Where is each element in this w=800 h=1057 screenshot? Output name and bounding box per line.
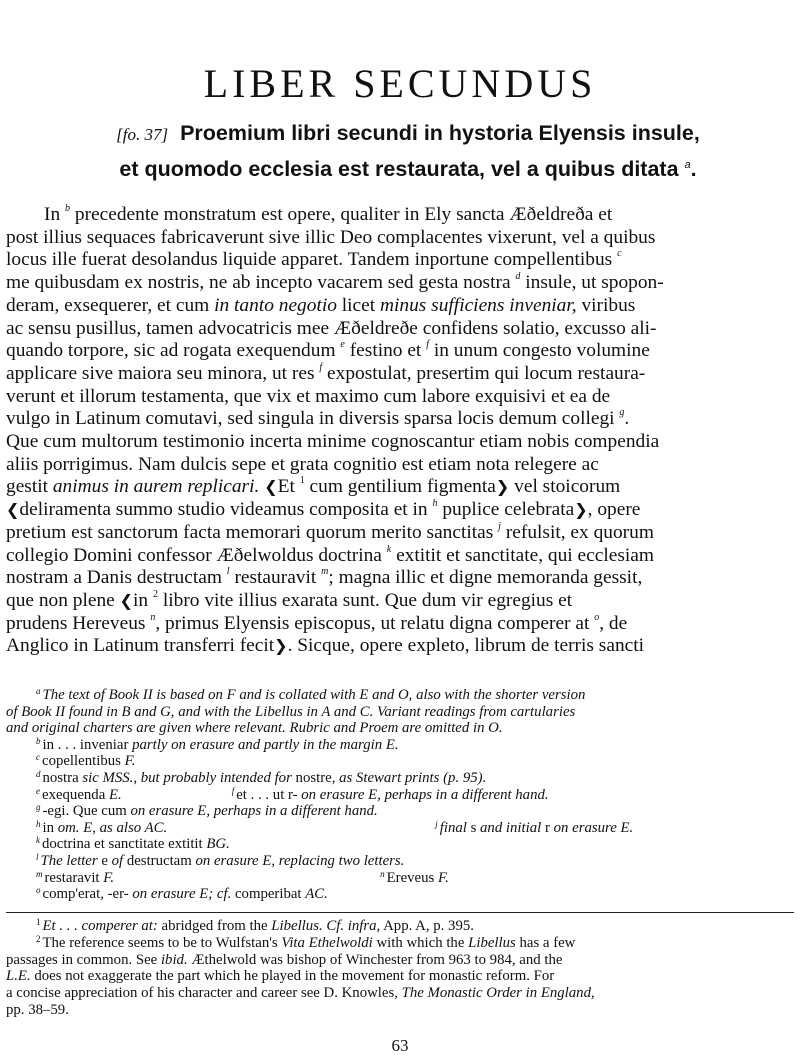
critical-note: $^a$ The text of Book II is based on F and is collated with E and O, also with the shorter version bbox=[36, 686, 586, 703]
text-line: Que cum multorum testimonio incerta minime cognoscantur etiam nobis compendia bbox=[6, 431, 660, 453]
critical-note: $^k$ doctrina et sanctitate extitit BG. bbox=[36, 835, 230, 853]
text-line: que non plene ❮in $^2$ libro vite illius exarata sunt. Que dum vir egregius et bbox=[6, 588, 573, 611]
text-line: post illius sequaces fabricaverunt sive illic Deo complacentes vixerunt, vel a quibus bbox=[6, 226, 656, 248]
text-line: ❮deliramenta summo studio videamus composita et in $^h$ puplice celebrata❯, opere bbox=[6, 498, 641, 521]
critical-note: $^g$ -egi. Que cum on erasure E, perhaps in a different hand. bbox=[36, 802, 378, 820]
folio-reference: [fo. 37] bbox=[116, 125, 169, 144]
text-line: vulgo in Latinum comutavi, sed singula in diversis sparsa locis demum collegi $^g$. bbox=[6, 407, 630, 430]
text-line: verunt et illorum testamenta, que vix et maximo cum labore exquisivi et ea de bbox=[6, 385, 611, 407]
footnotes bbox=[6, 918, 796, 1019]
bracket-close: ❯ bbox=[274, 636, 288, 656]
bracket-open: ❮ bbox=[6, 500, 20, 520]
critical-note: $^e$ exequenda E. $^f$ et . . . ut r- on erasure E, perhaps in a different hand. bbox=[36, 785, 549, 803]
text-line: ac sensu pusillus, tamen advocatricis mee Æðeldreðe confidens solatio, excusso ali- bbox=[6, 317, 657, 339]
rubric-heading bbox=[28, 118, 788, 184]
text-line: locus ille fuerat desolandus liquide apparet. Tandem inportune compellentibus $^c$ bbox=[6, 248, 622, 271]
text-line: applicare sive maiora seu minora, ut res $^f$ expostulat, presertim qui locum restaura- bbox=[6, 361, 646, 384]
proem-text bbox=[6, 204, 794, 658]
page-number: 63 bbox=[391, 1036, 409, 1055]
text-line: deram, exsequerer, et cum in tanto negotio licet minus sufficiens inveniar, viribus bbox=[6, 294, 636, 316]
text-line: collegio Domini confessor Æðelwoldus doctrina $^k$ extitit et sanctitate, qui ecclesiam bbox=[6, 543, 654, 566]
critical-note: of Book II found in B and G, and with the Libellus in A and C. Variant readings from cartularies bbox=[6, 703, 576, 720]
text-line: pretium est sanctorum facta memorari quorum merito sanctitas $^j$ refulsit, ex quorum bbox=[6, 520, 654, 543]
text-line: nostram a Danis destructam $^l$ restauravit $^m$; magna illic et digne memoranda gessit, bbox=[6, 566, 643, 589]
text-line: gestit animus in aurem replicari. ❮Et $^1$ cum gentilium figmenta❯ vel stoicorum bbox=[6, 475, 621, 498]
rubric-line-1: Proemium libri secundi in hystoria Elyensis insule, bbox=[180, 121, 700, 145]
book-title: LIBER SECUNDUS bbox=[203, 61, 597, 106]
critical-note: $^m$ restaravit F. $^n$ Ereveus F. bbox=[36, 868, 449, 886]
critical-note: $^b$ in . . . inveniar partly on erasure and partly in the margin E. bbox=[36, 735, 399, 753]
text-line: me quibusdam ex nostris, ne ab incepto vacarem sed gesta nostra $^d$ insule, ut spopon- bbox=[6, 271, 664, 294]
bracket-open: ❮ bbox=[119, 590, 134, 610]
note-mark-a: a bbox=[684, 159, 691, 171]
rubric-line-2: et quomodo ecclesia est restaurata, vel a quibus ditata bbox=[119, 157, 679, 182]
bracket-close: ❯ bbox=[574, 500, 588, 520]
text-line: In $^b$ precedente monstratum est opere, qualiter in Ely sancta Æðeldreða et bbox=[44, 203, 613, 225]
critical-note: $^c$ copellentibus F. bbox=[36, 752, 136, 770]
footnote: $^1$ Et . . . comperer at: abridged from the Libellus. Cf. infra, App. A, p. 395. bbox=[36, 917, 474, 934]
bracket-open: ❮ bbox=[264, 477, 278, 497]
footnote: $^2$ The reference seems to be to Wulfstan's Vita Ethelwoldi with which the Libellus has a few bbox=[36, 933, 576, 951]
critical-note: $^h$ in om. E, as also AC. $^j$ final s and initial r on erasure E. bbox=[36, 818, 634, 836]
text-line: prudens Hereveus $^n$, primus Elyensis episcopus, ut relatu digna comperer at $^o$, de bbox=[6, 611, 628, 634]
rubric-end: . bbox=[690, 157, 697, 182]
footnote: a concise appreciation of his character and career see D. Knowles, The Monastic Order in England, bbox=[6, 985, 595, 1002]
critical-apparatus bbox=[6, 687, 796, 903]
text-line: Anglico in Latinum transferri fecit❯. Sicque, opere expleto, librum de terris sancti bbox=[6, 635, 645, 657]
critical-note: and original charters are given where relevant. Rubric and Proem are omitted in O. bbox=[6, 720, 503, 737]
bracket-close: ❯ bbox=[495, 477, 510, 497]
text-line: aliis porrigimus. Nam dulcis sepe et grata cognitio est etiam nota relegere ac bbox=[6, 453, 599, 475]
footnote-divider bbox=[6, 912, 794, 913]
critical-note: $^d$ nostra sic MSS., but probably intended for nostre, as Stewart prints (p. 95). bbox=[36, 768, 487, 786]
footnote: passages in common. See ibid. Æthelwold was bishop of Winchester from 963 to 984, and the bbox=[6, 951, 563, 968]
critical-note: $^l$ The letter e of destructam on erasure E, replacing two letters. bbox=[36, 851, 405, 869]
text-line: quando torpore, sic ad rogata exequendum $^e$ festino et $^f$ in unum congesto volumine bbox=[6, 339, 650, 362]
footnote: pp. 38–59. bbox=[6, 1001, 69, 1018]
critical-note: $^o$ comp'erat, -er- on erasure E; cf. comperibat AC. bbox=[36, 885, 328, 903]
footnote: L.E. does not exaggerate the part which he played in the movement for monastic reform. For bbox=[6, 968, 555, 985]
